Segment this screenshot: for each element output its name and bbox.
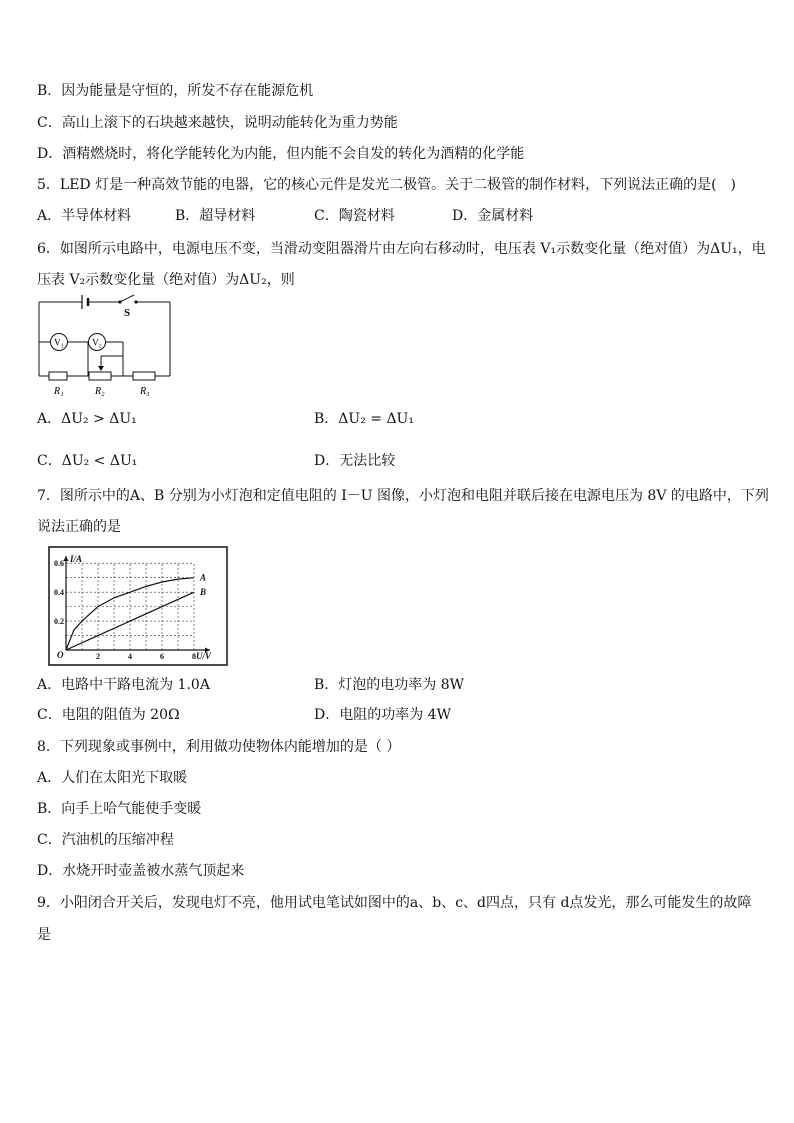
v1-label: V₁: [54, 337, 64, 348]
q8-option-c: C．汽油机的压缩冲程: [37, 832, 174, 848]
slider-arrow-icon: [98, 366, 104, 371]
y-tick-label: 0.6: [54, 559, 64, 569]
q4-option-d: D．酒精燃烧时，将化学能转化为内能，但内能不会自发的转化为酒精的化学能: [37, 146, 525, 162]
switch-label: S: [124, 307, 131, 319]
q9-stem-line2: 是: [37, 927, 51, 943]
r2-label: R₂: [95, 386, 105, 397]
q7-option-c: C．电阻的阻值为 20Ω: [37, 707, 180, 723]
q6-option-a: A．ΔU₂ > ΔU₁: [37, 411, 137, 427]
q5-option-a: A．半导体材料: [37, 208, 132, 224]
q8-stem: 8．下列现象或事例中，利用做功使物体内能增加的是（ ）: [37, 739, 401, 755]
q6-stem-line1: 6．如图所示电路中，电源电压不变，当滑动变阻器滑片由左向右移动时，电压表 V₁示数变化量（绝对值）为ΔU₁，电: [37, 241, 766, 257]
q4-option-b: B．因为能量是守恒的，所发不存在能源危机: [37, 83, 314, 99]
q8-option-a: A．人们在太阳光下取暖: [37, 770, 188, 786]
x-tick-label: 6: [160, 652, 164, 661]
resistor-r2: [89, 372, 111, 380]
resistor-r3: [133, 372, 155, 380]
q7-option-b: B．灯泡的电功率为 8W: [314, 677, 465, 693]
q5-option-c: C．陶瓷材料: [314, 208, 395, 224]
q5-stem: 5．LED 灯是一种高效节能的电器，它的核心元件是发光二极管。关于二极管的制作材料，下列说法正确的是( ): [37, 177, 737, 193]
q7-stem-line2: 说法正确的是: [37, 519, 121, 535]
q9-stem-line1: 9．小阳闭合开关后，发现电灯不亮，他用试电笔试如图中的a、b、c、d四点，只有 d点发光，那么可能发生的故障: [37, 895, 752, 911]
r1-label: R₁: [54, 386, 64, 397]
voltmeter-v2: [89, 334, 106, 351]
y-tick-label: 0.4: [54, 588, 64, 598]
q7-option-d: D．电阻的功率为 4W: [314, 707, 451, 723]
q8-option-b: B．向手上哈气能使手变暖: [37, 801, 202, 817]
switch: [118, 295, 137, 304]
q4-option-c: C．高山上滚下的石块越来越快，说明动能转化为重力势能: [37, 115, 398, 131]
q7-option-a: A．电路中干路电流为 1.0A: [37, 677, 210, 693]
circuit-diagram: [36, 292, 176, 400]
x-tick-label: 8: [192, 652, 196, 661]
iu-graph: [48, 546, 228, 666]
q6-option-c: C．ΔU₂ < ΔU₁: [37, 453, 138, 469]
x-tick-label: 4: [128, 652, 132, 661]
q6-option-b: B．ΔU₂ = ΔU₁: [314, 411, 414, 427]
x-axis-label: U/V: [196, 651, 212, 661]
graph-frame: [49, 547, 227, 665]
resistor-r1: [49, 372, 67, 380]
q6-option-d: D．无法比较: [314, 453, 396, 469]
q5-option-b: B．超导材料: [175, 208, 256, 224]
y-tick-label: 0.2: [54, 617, 64, 627]
y-axis-label: I/A: [70, 554, 83, 564]
q5-option-d: D．金属材料: [452, 208, 534, 224]
v2-label: V₂: [92, 337, 102, 348]
origin-label: O: [57, 650, 64, 660]
x-tick-label: 2: [96, 652, 100, 661]
q7-stem-line1: 7．图所示中的A、B 分别为小灯泡和定值电阻的 I－U 图像，小灯泡和电阻并联后接在电源电压为 8V 的电路中，下列: [37, 488, 769, 504]
series-label-b: B: [200, 587, 207, 598]
series-label-a: A: [200, 572, 207, 583]
q6-stem-line2: 压表 V₂示数变化量（绝对值）为ΔU₂，则: [37, 272, 295, 288]
r3-label: R₃: [140, 386, 150, 397]
q8-option-d: D．水烧开时壶盖被水蒸气顶起来: [37, 863, 245, 879]
voltmeter-v1: [51, 334, 68, 351]
